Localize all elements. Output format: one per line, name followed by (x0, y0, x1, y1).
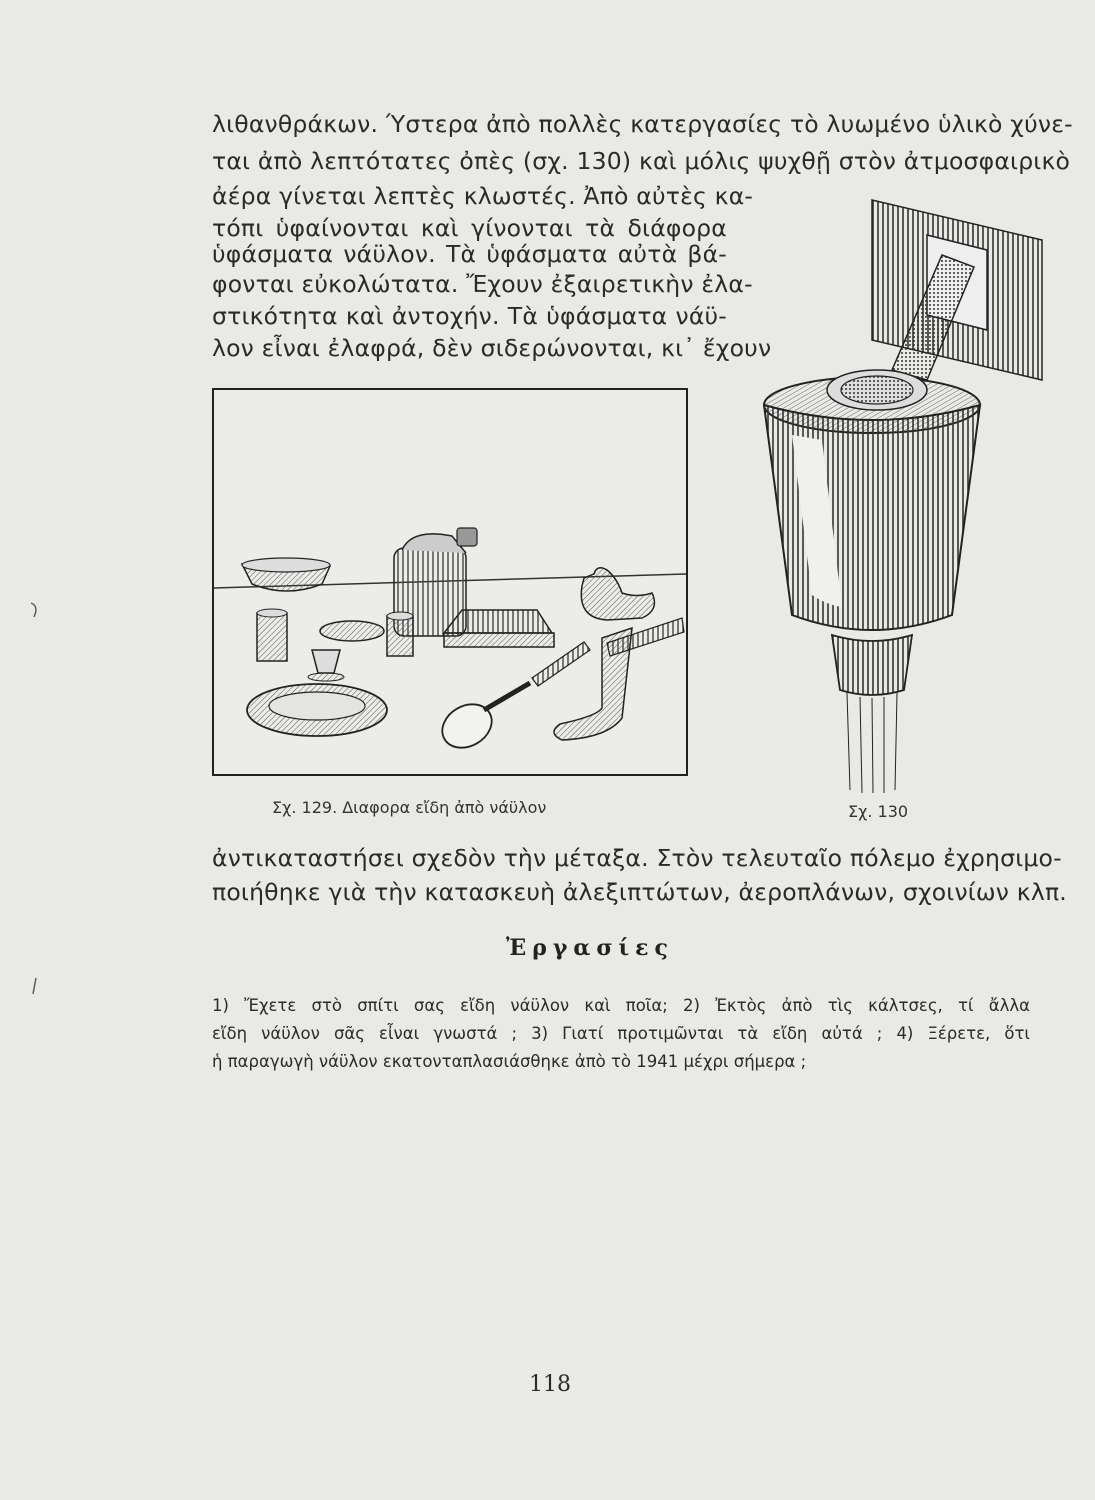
text-line-3: ἀέρα γίνεται λεπτὲς κλωστές. Ἀπὸ αὐτὲς κα- (212, 182, 754, 210)
exercise-line-3: ἡ παραγωγὴ νάϋλον εκατονταπλασιάσθηκε ἀπὸ τὸ 1941 μέχρι σήμερα ; (212, 1052, 807, 1071)
text-line-8: λον εἶναι ἐλαφρά, δὲν σιδερώνονται, κι᾽ ἔχουν (212, 334, 772, 362)
text-line-7: στικότητα καὶ ἀντοχήν. Τὰ ὑφάσματα νάϋ- (212, 302, 727, 330)
figure-129-illustration (212, 388, 688, 776)
margin-mark-upper (28, 600, 42, 620)
exercise-line-1: 1) Ἔχετε στὸ σπίτι σας εἴδη νάϋλον καὶ ποῖα; 2) Ἐκτὸς ἀπὸ τὶς κάλτσες, τί ἄλλα (212, 996, 1030, 1015)
figure-129-caption: Σχ. 129. Διαφορα εἴδη ἀπὸ νάϋλον (272, 798, 547, 817)
figure-130-caption: Σχ. 130 (848, 802, 909, 821)
text-line-1: λιθανθράκων. Ύστερα ἀπὸ πολλὲς κατεργασίες τὸ λυωμένο ὑλικὸ χύνε- (212, 110, 1073, 138)
figure-130-illustration (752, 195, 1052, 795)
section-heading: Ἐργασίες (506, 935, 674, 961)
exercise-line-2: εἴδη νάϋλον σᾶς εἶναι γνωστά ; 3) Γιατί προτιμῶνται τὰ εἴδη αὐτά ; 4) Ξέρετε, ὅτι (212, 1024, 1030, 1043)
text-line-5: ὑφάσματα νάϋλον. Τὰ ὑφάσματα αὐτὰ βά- (212, 240, 727, 268)
page-number: 118 (529, 1372, 571, 1397)
text-line-6: φονται εὐκολώτατα. Ἔχουν ἐξαιρετικὴν ἐλα- (212, 270, 753, 298)
text-line-9: ἀντικαταστήσει σχεδὸν τὴν μέταξα. Στὸν τελευταῖο πόλεμο ἐχρησιμο- (212, 844, 1062, 872)
text-line-10: ποιήθηκε γιὰ τὴν κατασκευὴ ἀλεξιπτώτων, ἀεροπλάνων, σχοινίων κλπ. (212, 878, 1067, 906)
text-line-4: τόπι ὑφαίνονται καὶ γίνονται τὰ διάφορα (212, 214, 727, 242)
text-line-2: ται ἀπὸ λεπτότατες ὀπὲς (σχ. 130) καὶ μόλις ψυχθῇ στὸν ἀτμοσφαιρικὸ (212, 147, 1071, 175)
margin-mark-lower (28, 975, 42, 997)
